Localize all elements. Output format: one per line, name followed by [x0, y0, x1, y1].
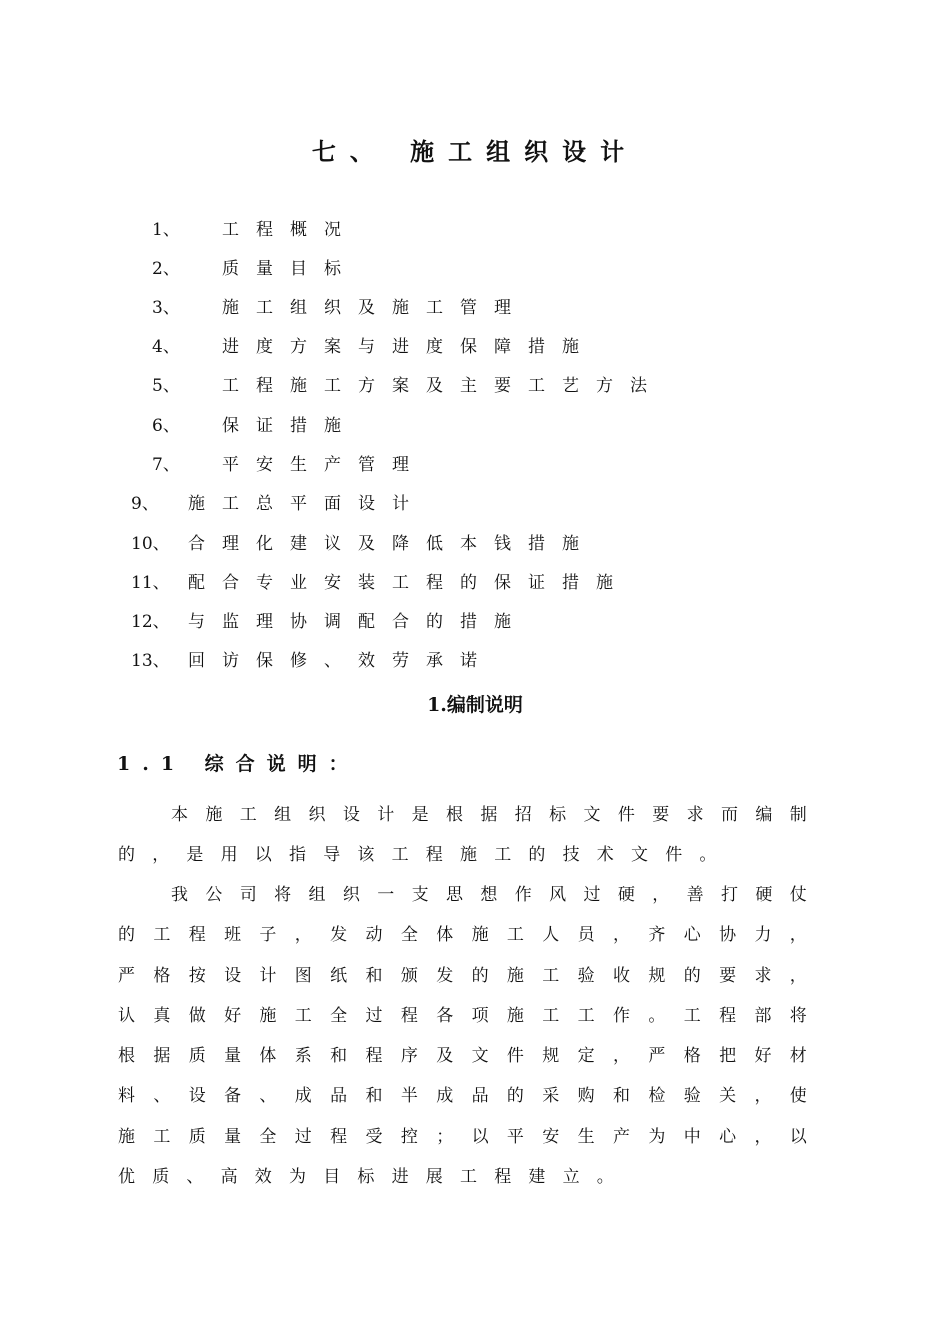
page-title: 七、 施工组织设计 — [311, 137, 639, 166]
toc-item-number: 5、 — [152, 376, 180, 396]
toc-item-number: 4、 — [152, 337, 180, 357]
toc-item-text: 进度方案与进度保障措施 — [222, 337, 596, 357]
toc-item-number: 6、 — [152, 416, 180, 436]
toc-item-number: 7、 — [152, 455, 180, 475]
toc-item-text: 保证措施 — [222, 416, 358, 436]
toc-item-number: 10、 — [131, 534, 170, 554]
toc-item-text: 合理化建议及降低本钱措施 — [188, 534, 596, 554]
toc-item-number: 13、 — [131, 651, 170, 671]
toc-item-text: 配合专业安装工程的保证措施 — [188, 573, 630, 593]
toc-item-text: 施工组织及施工管理 — [222, 298, 528, 318]
toc-item-text: 工程概况 — [222, 220, 358, 240]
section-heading: 1.编制说明 — [427, 694, 523, 716]
toc-item-number: 2、 — [152, 259, 180, 279]
paragraph: 我公司将组织一支思想作风过硬，善打硬仗的工程班子，发动全体施工人员，齐心协力，严格按设计图纸和颁发的施工验收规的要求，认真做好施工全过程各项施工工作。工程部将根据质量体系和程序及文件规定，严格把好材料、设备、成品和半成品的采购和检验关，使施工质量全过程受控；以平安生产为中心，以优质、高效为目标进展工程建立。 — [118, 885, 824, 1188]
toc-item-number: 12、 — [131, 612, 170, 632]
toc-item-text: 工程施工方案及主要工艺方法 — [222, 376, 664, 396]
toc-item-number: 9、 — [131, 494, 159, 514]
toc-item-text: 施工总平面设计 — [188, 494, 426, 514]
paragraph: 本施工组织设计是根据招标文件要求而编制的，是用以指导该工程施工的技术文件。 — [118, 805, 824, 866]
toc-item-text: 回访保修、效劳承诺 — [188, 651, 494, 671]
toc-item-text: 平安生产管理 — [222, 455, 426, 475]
toc-item-number: 3、 — [152, 298, 180, 318]
toc-item-text: 质量目标 — [222, 259, 358, 279]
subsection-heading: 1.1 综合说明： — [117, 753, 360, 775]
toc-item-text: 与监理协调配合的措施 — [188, 612, 528, 632]
toc-item-number: 11、 — [131, 573, 170, 593]
toc-item-number: 1、 — [152, 220, 180, 240]
